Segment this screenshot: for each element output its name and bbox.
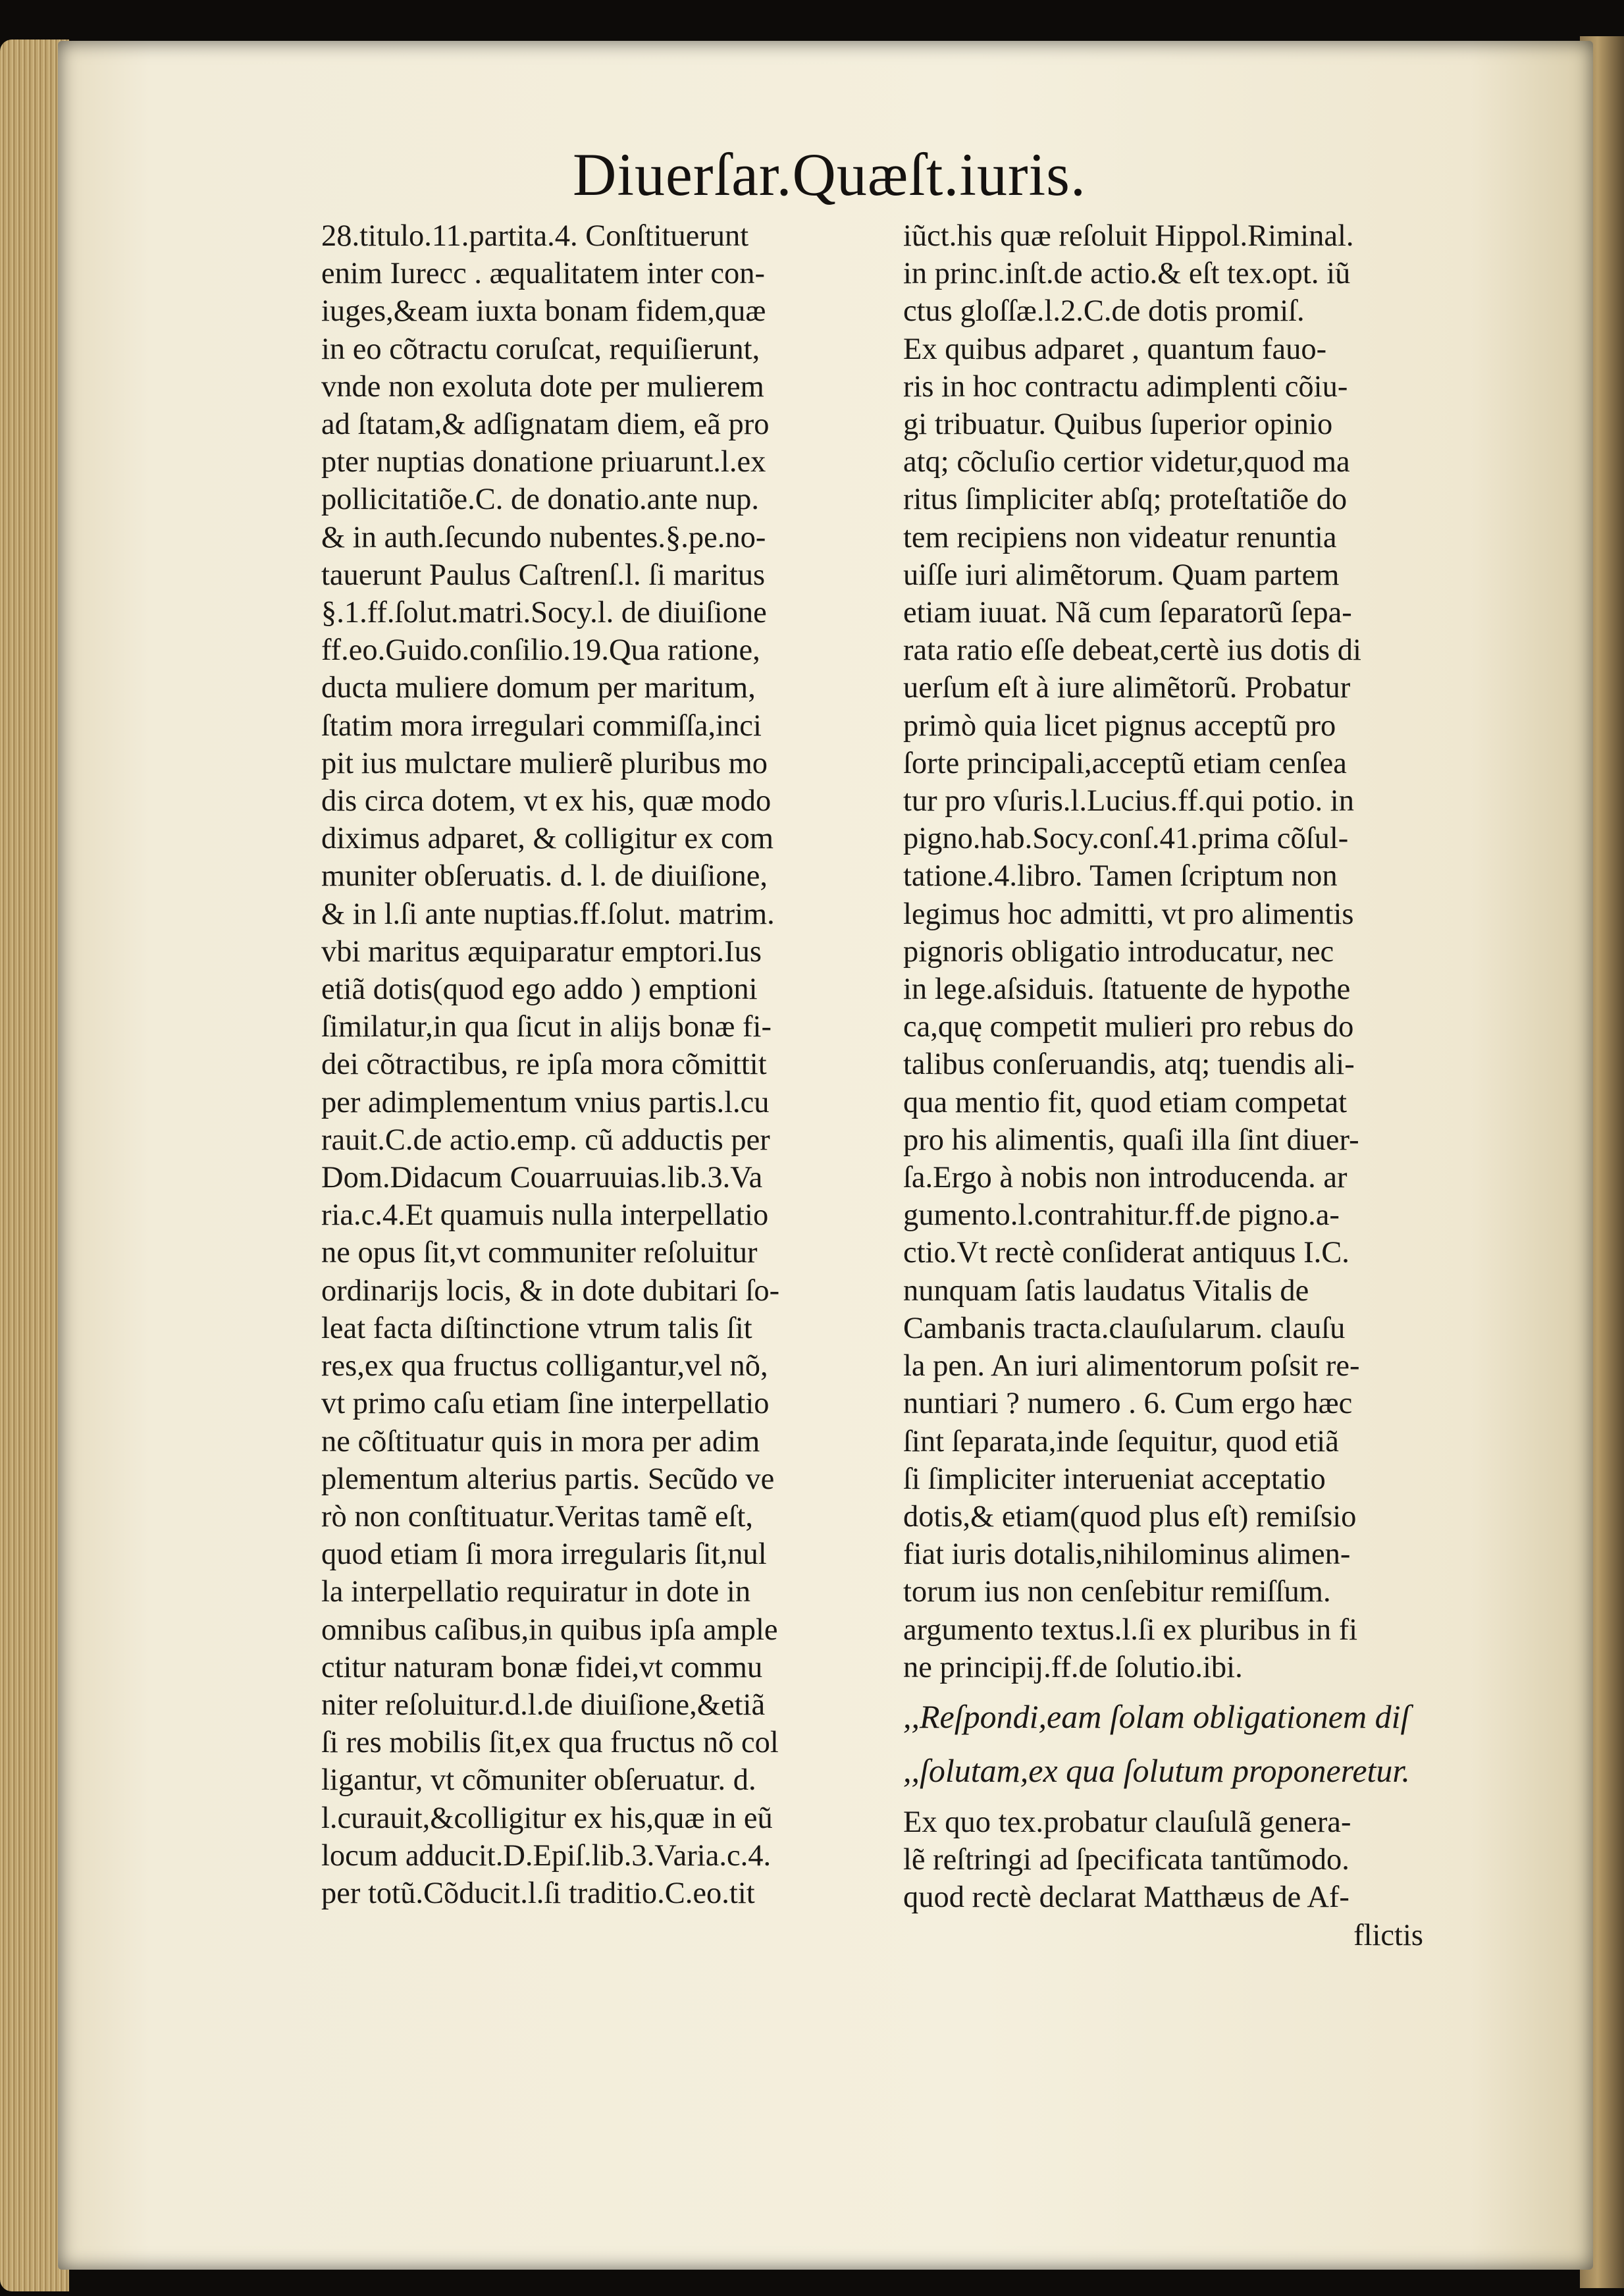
text-line: la pen. An iuri alimentorum poſsit re- [903,1349,1360,1383]
text-line: leat facta diſtinctione vtrum talis ſit [321,1311,752,1345]
text-line: ſi ſimpliciter interueniat acceptatio [903,1462,1326,1496]
text-line: ne opus ſit,vt communiter reſoluitur [321,1236,758,1270]
text-line: ad ſtatam,& adſignatam diem, eã pro [321,408,770,442]
text-line: tur pro vſuris.l.Lucius.ff.qui potio. in [903,784,1354,818]
text-line: & in auth.ſecundo nubentes.§.pe.no- [321,520,766,554]
text-line: quod etiam ſi mora irregularis ſit,nul [321,1537,767,1572]
text-line: pigno.hab.Socy.conſ.41.prima cõſul- [903,822,1349,856]
text-line: tauerunt Paulus Caſtrenſ.l. ſi maritus [321,558,766,592]
text-line: ſint ſeparata,inde ſequitur, quod etiã [903,1424,1339,1458]
text-line: ſimilatur,in qua ſicut in alijs bonæ fi- [321,1010,772,1044]
text-line: & in l.ſi ante nuptias.ff.ſolut. matrim. [321,897,775,931]
text-line: ff.eo.Guido.conſilio.19.Qua ratione, [321,633,760,668]
text-line: per totũ.Cõducit.l.ſi traditio.C.eo.tit [321,1876,755,1910]
text-line: etiã dotis(quod ego addo ) emptioni [321,973,758,1007]
text-line: qua mentio fit, quod etiam competat [903,1085,1348,1119]
text-line: ca,quę competit mulieri pro rebus do [903,1010,1354,1044]
text-line: pit ius mulctare mulierẽ pluribus mo [321,746,768,780]
text-line: muniter obſeruatis. d. l. de diuiſione, [321,859,768,894]
text-line: rauit.C.de actio.emp. cũ adductis per [321,1123,770,1157]
text-line: ctio.Vt rectè conſiderat antiquus I.C. [903,1236,1349,1270]
text-line: omnibus caſibus,in quibus ipſa ample [321,1613,778,1647]
text-line: vnde non exoluta dote per mulierem [321,369,764,404]
text-line: pter nuptias donatione priuarunt.l.ex [321,445,766,479]
text-line: ria.c.4.Et quamuis nulla interpellatio [321,1198,769,1233]
text-line: enim Iurecc . æqualitatem inter con- [321,257,765,291]
text-line: fiat iuris dotalis,nihilominus alimen- [903,1537,1351,1572]
text-line: dotis,& etiam(quod plus eſt) remiſsio [903,1499,1357,1534]
text-line: 28.titulo.11.partita.4. Conſtituerunt [321,219,749,253]
text-line: talibus conſeruandis, atq; tuendis ali- [903,1048,1355,1082]
text-line: nunquam ſatis laudatus Vitalis de [903,1273,1309,1308]
text-line: uerſum eſt à iure alimẽtorũ. Probatur [903,671,1351,705]
text-line: rò non conſtituatur.Veritas tamẽ eſt, [321,1499,753,1534]
text-line: iũct.his quæ reſoluit Hippol.Riminal. [903,219,1354,253]
text-line: pignoris obligatio introducatur, nec [903,934,1334,969]
text-line: in lege.aſsiduis. ſtatuente de hypothe [903,973,1351,1007]
text-line: legimus hoc admitti, vt pro alimentis [903,897,1354,931]
text-line: res,ex qua fructus colligantur,vel nõ, [321,1349,768,1383]
text-line: argumento textus.l.ſi ex pluribus in fi [903,1613,1358,1647]
text-line: ,,Reſpondi,eam ſolam obligationem diſ [903,1697,1410,1735]
running-header: Diuerſar.Quæſt.iuris. [573,141,1086,208]
text-line: primò quia licet pignus acceptũ pro [903,708,1336,743]
text-line: nuntiari ? numero . 6. Cum ergo hæc [903,1387,1353,1421]
text-line: ris in hoc contractu adimplenti cõiu- [903,369,1348,404]
text-line: torum ius non cenſebitur remiſſum. [903,1575,1331,1609]
text-line: plementum alterius partis. Secũdo ve [321,1462,775,1496]
text-line: rata ratio eſſe debeat,certè ius dotis di [903,633,1361,668]
text-line: ctus gloſſæ.l.2.C.de dotis promiſ. [903,294,1305,329]
text-line: niter reſoluitur.d.l.de diuiſione,&etiã [321,1688,766,1722]
text-line: vbi maritus æquiparatur emptori.Ius [321,934,762,969]
text-line: pro his alimentis, quaſi illa ſint diuer- [903,1123,1359,1157]
text-line: la interpellatio requiratur in dote in [321,1575,751,1609]
text-line: Ex quo tex.probatur clauſulã genera- [903,1805,1351,1839]
text-line: tatione.4.libro. Tamen ſcriptum non [903,859,1338,894]
text-line: quod rectè declarat Matthæus de Af- [903,1881,1349,1915]
text-line: pollicitatiõe.C. de donatio.ante nup. [321,483,760,517]
text-line: vt primo caſu etiam ſine interpellatio [321,1387,770,1421]
text-line: ritus ſimpliciter abſq; proteſtatiõe do [903,483,1348,517]
text-line: per adimplementum vnius partis.l.cu [321,1085,770,1119]
text-line: ſi res mobilis ſit,ex qua fructus nõ col [321,1726,779,1760]
text-line: atq; cõcluſio certior videtur,quod ma [903,445,1350,479]
text-line: ordinarijs locis, & in dote dubitari ſo- [321,1273,780,1308]
text-line: Cambanis tracta.clauſularum. clauſu [903,1311,1346,1345]
text-line: ,,ſolutam,ex qua ſolutum proponeretur. [903,1751,1410,1789]
text-line: dei cõtractibus, re ipſa mora cõmittit [321,1048,767,1082]
text-line: ducta muliere domum per maritum, [321,671,756,705]
text-line: diximus adparet, & colligitur ex com [321,822,774,856]
text-line: ligantur, vt cõmuniter obſeruatur. d. [321,1763,756,1798]
text-line: in eo cõtractu coruſcat, requiſierunt, [321,332,760,366]
text-line: ſa.Ergo à nobis non introducenda. ar [903,1161,1348,1195]
text-line: etiam iuuat. Nã cum ſeparatorũ ſepa- [903,596,1352,630]
text-line: in princ.inſt.de actio.& eſt tex.opt. iũ [903,257,1351,291]
text-line: ne principij.ff.de ſolutio.ibi. [903,1650,1243,1684]
text-line: Ex quibus adparet , quantum fauo- [903,332,1327,366]
text-line: locum adducit.D.Epiſ.lib.3.Varia.c.4. [321,1838,772,1873]
text-line: Dom.Didacum Couarruuias.lib.3.Va [321,1161,763,1195]
text-line: l.curauit,&colligitur ex his,quæ in eũ [321,1801,773,1835]
text-line: uiſſe iuri alimẽtorum. Quam partem [903,558,1340,592]
text-line: ctitur naturam bonæ fidei,vt commu [321,1650,763,1684]
text-line: §.1.ff.ſolut.matri.Socy.l. de diuiſione [321,596,767,630]
text-line: ne cõſtituatur quis in mora per adim [321,1424,760,1458]
text-line: ſorte principali,acceptũ etiam cenſea [903,746,1347,780]
text-line: dis circa dotem, vt ex his, quæ modo [321,784,772,818]
text-line: lẽ reſtringi ad ſpecificata tantũmodo. [903,1843,1349,1877]
text-line: ſtatim mora irregulari commiſſa,inci [321,708,762,743]
text-line: iuges,&eam iuxta bonam fidem,quæ [321,294,766,329]
text-line: gi tribuatur. Quibus ſuperior opinio [903,408,1333,442]
left-column [321,217,861,1912]
catchword: flictis [1353,1918,1423,1952]
text-line: gumento.l.contrahitur.ff.de pigno.a- [903,1198,1340,1233]
text-line: tem recipiens non videatur renuntia [903,520,1337,554]
right-column [903,217,1423,1954]
